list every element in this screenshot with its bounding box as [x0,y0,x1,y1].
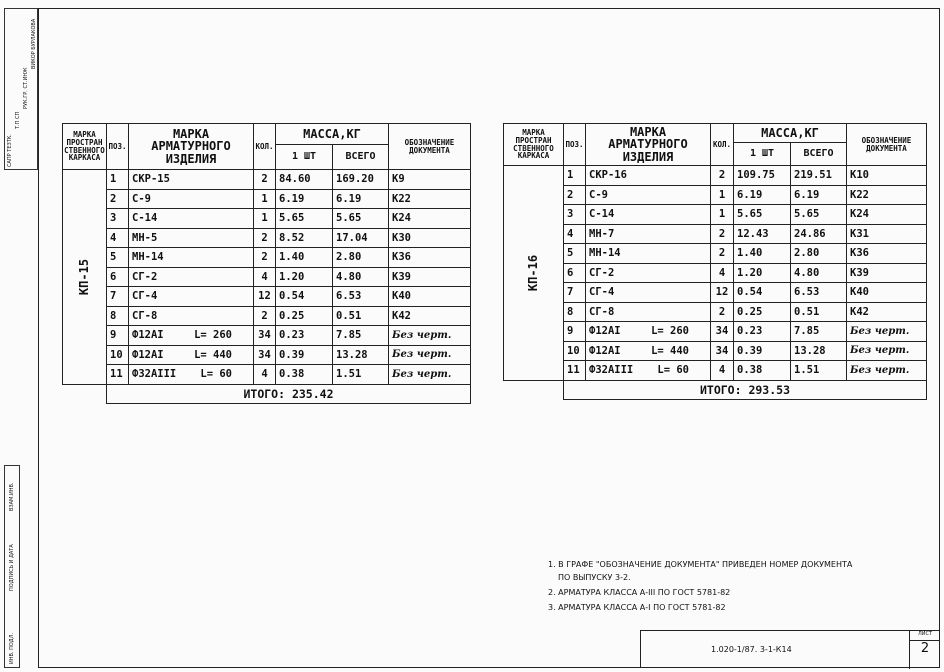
mass-unit-cell: 0.54 [734,283,791,303]
item-mark-cell [586,302,711,322]
item-mark-cell [586,283,711,303]
item-mark: СГ-4 [589,286,615,299]
item-mark-cell [129,345,254,365]
doc-cell: К9 [389,170,471,190]
mass-total-cell: 5.65 [333,209,389,229]
item-mark: С-14 [132,212,158,225]
header-mass: МАССА,КГ [276,124,389,145]
table-row [504,322,927,342]
table-row [63,287,471,307]
doc-cell: К42 [847,302,927,322]
frame-mark: КП-15 [77,258,92,295]
mass-unit-cell: 0.23 [276,326,333,346]
table-row [504,185,927,205]
mass-unit-cell: 0.23 [734,322,791,342]
pos-cell: 5 [107,248,129,268]
pos-cell: 10 [107,345,129,365]
mass-total-cell: 24.86 [791,224,847,244]
mass-total-cell: 0.51 [333,306,389,326]
total-row: ИТОГО: 293.53 [564,380,927,400]
mass-unit-cell: 5.65 [276,209,333,229]
pos-cell: 1 [564,166,586,186]
pos-cell: 2 [564,185,586,205]
replaced-inv-label: ВЗАМ.ИНВ. [9,482,15,511]
table-row [63,228,471,248]
mass-unit-cell: 1.40 [276,248,333,268]
mass-unit-cell: 6.19 [734,185,791,205]
doc-cell: К31 [847,224,927,244]
item-mark: СКР-16 [589,169,627,182]
item-mark-cell [586,361,711,381]
doc-cell: Без черт. [389,365,471,385]
header-item-mark: МАРКА АРМАТУРНОГО ИЗДЕЛИЯ [129,124,254,170]
mass-total-cell: 6.53 [333,287,389,307]
qty-cell: 34 [711,341,734,361]
item-mark-cell [129,248,254,268]
title-block [640,630,940,668]
qty-cell: 2 [711,302,734,322]
item-mark: СГ-4 [132,290,158,303]
mass-total-cell: 2.80 [333,248,389,268]
item-mark-cell [129,189,254,209]
item-mark: СГ-2 [589,266,615,279]
mass-unit-cell: 109.75 [734,166,791,186]
mass-total-cell: 5.65 [791,205,847,225]
item-length: L= 440 [651,344,689,357]
qty-cell: 12 [711,283,734,303]
item-mark-cell [586,224,711,244]
mass-total-cell: 17.04 [333,228,389,248]
mass-total-cell: 13.28 [791,341,847,361]
doc-cell: К40 [847,283,927,303]
qty-cell: 34 [711,322,734,342]
pos-cell: 9 [564,322,586,342]
item-mark-cell [586,341,711,361]
mass-total-cell: 4.80 [333,267,389,287]
doc-cell: К39 [389,267,471,287]
header-mass-unit: 1 ШТ [276,145,333,170]
qty-cell: 34 [254,345,276,365]
qty-cell: 1 [254,209,276,229]
pos-cell: 7 [107,287,129,307]
mass-total-cell: 6.19 [791,185,847,205]
item-mark-cell [129,228,254,248]
doc-cell: К24 [847,205,927,225]
qty-cell: 2 [711,166,734,186]
item-length: L= 60 [657,364,689,377]
pos-cell: 6 [564,263,586,283]
item-mark-cell [129,287,254,307]
pos-cell: 11 [564,361,586,381]
item-mark: СГ-2 [132,270,158,283]
item-mark-cell [586,263,711,283]
pos-cell: 9 [107,326,129,346]
item-mark: Ф12АI [589,344,621,357]
table-row [504,224,927,244]
stamp-col-1: САПР ТЕЗТК. [7,134,13,167]
item-mark-cell [129,170,254,190]
mass-total-cell: 4.80 [791,263,847,283]
frame-mark-cell [504,166,564,381]
mass-total-cell: 6.53 [791,283,847,303]
mass-unit-cell: 0.38 [734,361,791,381]
document-code: 1.020-1/87. 3-1-К14 [711,645,792,654]
doc-cell: Без черт. [389,326,471,346]
table-row [504,361,927,381]
notes [548,558,852,614]
doc-cell: Без черт. [847,322,927,342]
mass-unit-cell: 0.54 [276,287,333,307]
qty-cell: 4 [711,263,734,283]
qty-cell: 34 [254,326,276,346]
header-pos: ПОЗ. [564,124,586,166]
doc-cell: Без черт. [389,345,471,365]
doc-cell: К36 [389,248,471,268]
qty-cell: 1 [711,185,734,205]
item-mark-cell [586,205,711,225]
frame-mark-cell [63,170,107,385]
pos-cell: 3 [564,205,586,225]
inv-label: ИНВ. ПОДЛ. [9,632,15,664]
qty-cell: 2 [254,170,276,190]
table-row [504,244,927,264]
stamp-col-3: РУК.ГР. СТ.ИНЖ [23,67,29,109]
header-mass-total: ВСЕГО [333,145,389,170]
item-mark-cell [129,326,254,346]
mass-total-cell: 1.51 [333,365,389,385]
table-row [504,283,927,303]
doc-cell: К42 [389,306,471,326]
item-mark-cell [129,209,254,229]
doc-cell: К22 [389,189,471,209]
mass-total-cell: 13.28 [333,345,389,365]
table-row [504,205,927,225]
mass-unit-cell: 6.19 [276,189,333,209]
doc-cell: К40 [389,287,471,307]
mass-unit-cell: 0.39 [734,341,791,361]
spec-table [503,123,927,400]
spec-table [62,123,471,404]
item-mark-cell [586,185,711,205]
mass-unit-cell: 84.60 [276,170,333,190]
table-row [504,302,927,322]
header-qty: КОЛ. [711,124,734,166]
table-row [63,345,471,365]
mass-unit-cell: 0.25 [734,302,791,322]
pos-cell: 4 [564,224,586,244]
qty-cell: 4 [254,267,276,287]
doc-cell: К30 [389,228,471,248]
mass-unit-cell: 0.39 [276,345,333,365]
item-mark: МН-5 [132,231,158,244]
qty-cell: 1 [711,205,734,225]
pos-cell: 3 [107,209,129,229]
table-row [63,170,471,190]
pos-cell: 11 [107,365,129,385]
qty-cell: 2 [254,228,276,248]
mass-total-cell: 1.51 [791,361,847,381]
mass-unit-cell: 1.20 [276,267,333,287]
mass-total-cell: 6.19 [333,189,389,209]
item-length: L= 260 [194,329,232,342]
item-mark: МН-14 [589,247,621,260]
pos-cell: 4 [107,228,129,248]
item-mark: Ф32АIII [589,364,634,377]
doc-cell: К39 [847,263,927,283]
pos-cell: 5 [564,244,586,264]
approval-stamp [4,8,38,170]
item-length: L= 440 [194,348,232,361]
pos-cell: 8 [107,306,129,326]
mass-unit-cell: 12.43 [734,224,791,244]
mass-unit-cell: 0.25 [276,306,333,326]
table-row [504,166,927,186]
header-mass-unit: 1 ШТ [734,143,791,166]
qty-cell: 2 [711,224,734,244]
header-doc: ОБОЗНАЧЕНИЕ ДОКУМЕНТА [389,124,471,170]
mass-total-cell: 7.85 [791,322,847,342]
item-mark: Ф32АIII [132,368,177,381]
doc-cell: К10 [847,166,927,186]
pos-cell: 2 [107,189,129,209]
doc-cell: Без черт. [847,361,927,381]
item-mark-cell [586,244,711,264]
qty-cell: 4 [711,361,734,381]
item-mark-cell [129,267,254,287]
table-row [63,365,471,385]
table-row [504,341,927,361]
qty-cell: 2 [711,244,734,264]
table-row [63,189,471,209]
header-mass: МАССА,КГ [734,124,847,143]
item-mark: СКР-15 [132,173,170,186]
item-mark-cell [129,306,254,326]
header-pos: ПОЗ. [107,124,129,170]
header-frame-mark: МАРКА ПРОСТРАН СТВЕННОГО КАРКАСА [63,124,107,170]
qty-cell: 2 [254,248,276,268]
qty-cell: 4 [254,365,276,385]
note-1: 1. В ГРАФЕ "ОБОЗНАЧЕНИЕ ДОКУМЕНТА" ПРИВЕДЕН НОМЕР ДОКУМЕНТА [548,560,853,569]
doc-cell: К24 [389,209,471,229]
mass-total-cell: 0.51 [791,302,847,322]
doc-cell: Без черт. [847,341,927,361]
frame-mark: КП-16 [526,254,541,291]
header-item-mark: МАРКА АРМАТУРНОГО ИЗДЕЛИЯ [586,124,711,166]
signature-date-label: ПОДПИСЬ И ДАТА [9,544,15,591]
item-mark: СГ-8 [589,305,615,318]
note-2: 2. АРМАТУРА КЛАССА А-III ПО ГОСТ 5781-82 [548,588,731,597]
item-mark: Ф12АI [132,348,164,361]
table-row [63,248,471,268]
item-length: L= 60 [200,368,232,381]
table-row [63,267,471,287]
mass-unit-cell: 1.40 [734,244,791,264]
mass-total-cell: 7.85 [333,326,389,346]
item-mark-cell [586,166,711,186]
note-1-cont: ПО ВЫПУСКУ 3-2. [558,573,631,582]
item-mark: С-14 [589,208,615,221]
sheet-label: ЛИСТ [910,631,940,641]
table-row [504,263,927,283]
pos-cell: 1 [107,170,129,190]
mass-unit-cell: 1.20 [734,263,791,283]
item-mark-cell [586,322,711,342]
mass-unit-cell: 5.65 [734,205,791,225]
sheet-cell [909,631,940,669]
item-mark-cell [129,365,254,385]
mass-total-cell: 219.51 [791,166,847,186]
qty-cell: 12 [254,287,276,307]
inventory-stamp [4,465,20,668]
total-row: ИТОГО: 235.42 [107,384,471,404]
item-mark: С-9 [132,192,151,205]
item-length: L= 260 [651,325,689,338]
header-qty: КОЛ. [254,124,276,170]
item-mark: С-9 [589,188,608,201]
item-mark: Ф12АI [132,329,164,342]
stamp-col-4: ВИКОР БУРЛАКОВА [31,18,37,69]
table-row [63,306,471,326]
item-mark: МН-7 [589,227,615,240]
header-mass-total: ВСЕГО [791,143,847,166]
doc-cell: К36 [847,244,927,264]
table-row [63,326,471,346]
doc-cell: К22 [847,185,927,205]
pos-cell: 10 [564,341,586,361]
table-row [63,209,471,229]
pos-cell: 8 [564,302,586,322]
item-mark: Ф12АI [589,325,621,338]
mass-total-cell: 169.20 [333,170,389,190]
mass-total-cell: 2.80 [791,244,847,264]
stamp-col-2: Т.П СП [15,111,21,129]
item-mark: МН-14 [132,251,164,264]
sheet-number: 2 [920,641,930,656]
qty-cell: 1 [254,189,276,209]
mass-unit-cell: 0.38 [276,365,333,385]
header-doc: ОБОЗНАЧЕНИЕ ДОКУМЕНТА [847,124,927,166]
header-frame-mark: МАРКА ПРОСТРАН СТВЕННОГО КАРКАСА [504,124,564,166]
qty-cell: 2 [254,306,276,326]
pos-cell: 7 [564,283,586,303]
pos-cell: 6 [107,267,129,287]
note-3: 3. АРМАТУРА КЛАССА А-I ПО ГОСТ 5781-82 [548,603,726,612]
mass-unit-cell: 8.52 [276,228,333,248]
item-mark: СГ-8 [132,309,158,322]
